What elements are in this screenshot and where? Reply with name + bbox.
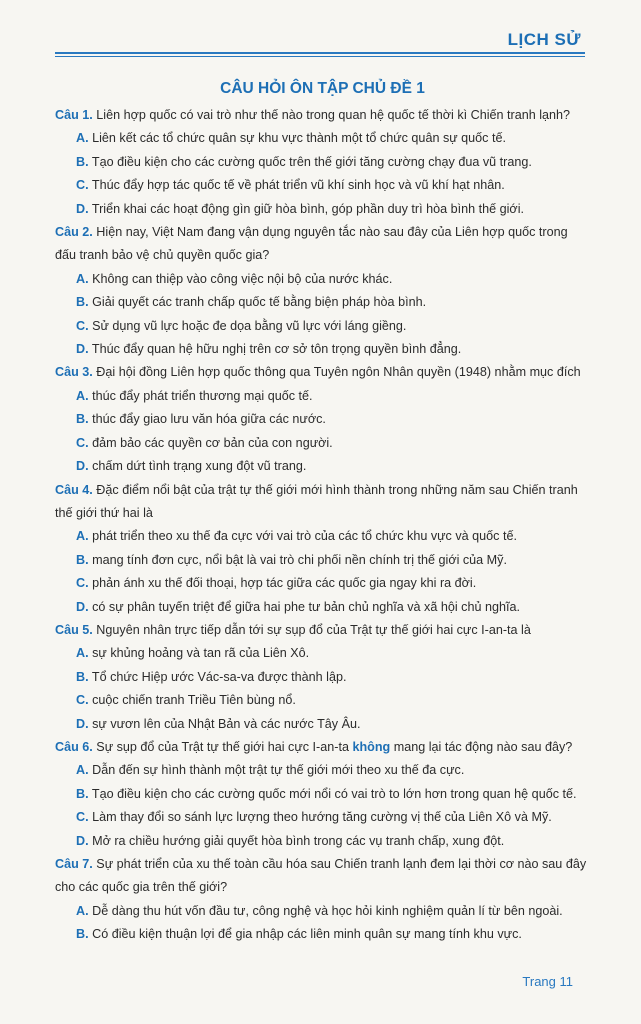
question-emphasis: không (352, 739, 391, 754)
question-text: Đại hội đồng Liên hợp quốc thông qua Tuyên ngôn Nhân quyền (1948) nhằm mục đích (96, 365, 581, 380)
option-letter: D. (76, 459, 89, 474)
option-text: thúc đẩy giao lưu văn hóa giữa các nước. (92, 412, 326, 427)
page-content (55, 80, 590, 947)
question-stem (55, 361, 590, 384)
answer-option (55, 642, 590, 665)
option-text: Không can thiệp vào công việc nội bộ của nước khác. (92, 271, 393, 286)
option-text: chấm dứt tình trạng xung đột vũ trang. (92, 459, 307, 474)
answer-option (55, 525, 590, 548)
answer-option (55, 291, 590, 314)
question-stem (55, 619, 590, 642)
question-text: Sự phát triển của xu thế toàn cầu hóa sau Chiến tranh lạnh đem lại thời cơ nào sau đây cho các quốc gia trên thế giới? (55, 857, 587, 895)
question-number: Câu 2. (55, 225, 93, 240)
option-letter: C. (76, 576, 89, 591)
option-letter: C. (76, 693, 89, 708)
page-number: Trang 11 (522, 974, 573, 989)
question-text: Nguyên nhân trực tiếp dẫn tới sự sụp đổ của Trật tự thế giới hai cực I-an-ta là (96, 622, 531, 637)
answer-option (55, 549, 590, 572)
question-text-end: mang lại tác động nào sau đây? (393, 739, 573, 754)
option-letter: A. (76, 646, 89, 661)
answer-option (55, 385, 590, 408)
option-text: Có điều kiện thuận lợi để gia nhập các liên minh quân sự mang tính khu vực. (92, 927, 522, 942)
question-number: Câu 4. (55, 482, 93, 497)
answer-option (55, 783, 590, 806)
option-letter: B. (76, 786, 89, 801)
question-stem (55, 736, 590, 759)
question-text: Đặc điểm nổi bật của trật tự thế giới mới hình thành trong những năm sau Chiến tranh thế giới thứ hai là (55, 482, 578, 520)
page-header (55, 28, 585, 58)
question-stem (55, 104, 590, 127)
question-stem (55, 221, 590, 268)
option-letter: B. (76, 295, 89, 310)
question-list (55, 104, 590, 947)
question-number: Câu 6. (55, 739, 93, 754)
option-letter: C. (76, 178, 89, 193)
answer-option (55, 151, 590, 174)
page-title: CÂU HỎI ÔN TẬP CHỦ ĐỀ 1 (220, 80, 425, 97)
option-letter: D. (76, 833, 89, 848)
answer-option (55, 900, 590, 923)
option-letter: A. (76, 131, 89, 146)
option-text: phản ánh xu thế đối thoại, hợp tác giữa các quốc gia ngay khi ra đời. (92, 576, 477, 591)
option-letter: D. (76, 599, 89, 614)
option-text: có sự phân tuyến triệt để giữa hai phe tư bản chủ nghĩa và xã hội chủ nghĩa. (92, 599, 520, 614)
answer-option (55, 830, 590, 853)
option-text: Sử dụng vũ lực hoặc đe dọa bằng vũ lực với láng giềng. (92, 318, 407, 333)
option-text: Giải quyết các tranh chấp quốc tế bằng biện pháp hòa bình. (92, 295, 427, 310)
option-letter: D. (76, 716, 89, 731)
option-letter: C. (76, 318, 89, 333)
option-letter: C. (76, 810, 89, 825)
question-stem (55, 853, 590, 900)
option-letter: D. (76, 342, 89, 357)
option-text: Tổ chức Hiệp ước Vác-sa-va được thành lập. (91, 669, 347, 684)
option-text: phát triển theo xu thế đa cực với vai trò của các tổ chức khu vực và quốc tế. (92, 529, 517, 544)
option-letter: A. (76, 529, 89, 544)
answer-option (55, 338, 590, 361)
option-text: Tạo điều kiện cho các cường quốc trên thế giới tăng cường chạy đua vũ trang. (91, 154, 532, 169)
answer-option (55, 408, 590, 431)
answer-option (55, 689, 590, 712)
option-text: Mở ra chiều hướng giải quyết hòa bình trong các vụ tranh chấp, xung đột. (92, 833, 505, 848)
answer-option (55, 596, 590, 619)
option-text: Tạo điều kiện cho các cường quốc mới nổi có vai trò to lớn hơn trong quan hệ quốc tế. (91, 786, 577, 801)
answer-option (55, 455, 590, 478)
option-text: sự vươn lên của Nhật Bản và các nước Tây Âu. (92, 716, 361, 731)
question-text: Liên hợp quốc có vai trò như thế nào trong quan hệ quốc tế thời kì Chiến tranh lạnh? (96, 108, 571, 122)
option-letter: D. (76, 201, 89, 216)
option-letter: A. (76, 271, 89, 286)
option-letter: B. (76, 412, 89, 427)
header-rule (55, 52, 585, 54)
answer-option (55, 174, 590, 197)
subject-title: LỊCH SỬ (507, 30, 581, 49)
answer-option (55, 127, 590, 150)
option-text: Thúc đẩy hợp tác quốc tế về phát triển vũ khí sinh học và vũ khí hạt nhân. (91, 178, 505, 193)
option-text: mang tính đơn cực, nổi bật là vai trò chi phối nền chính trị thế giới của Mỹ. (92, 552, 507, 567)
option-text: Liên kết các tổ chức quân sự khu vực thành một tổ chức quân sự quốc tế. (92, 131, 506, 146)
answer-option (55, 806, 590, 829)
option-letter: B. (76, 154, 89, 169)
answer-option (55, 268, 590, 291)
question-number: Câu 3. (55, 365, 93, 380)
option-text: Dễ dàng thu hút vốn đầu tư, công nghệ và học hỏi kinh nghiệm quản lí từ bên ngoài. (92, 903, 563, 918)
option-text: cuộc chiến tranh Triều Tiên bùng nổ. (92, 693, 296, 708)
option-letter: C. (76, 435, 89, 450)
option-letter: B. (76, 927, 89, 942)
answer-option (55, 713, 590, 736)
question-text: Hiện nay, Việt Nam đang vận dụng nguyên tắc nào sau đây của Liên hợp quốc trong đấu tranh bảo vệ chủ quyền quốc gia? (55, 225, 568, 263)
option-text: Thúc đẩy quan hệ hữu nghị trên cơ sở tôn trọng quyền bình đẳng. (91, 342, 462, 357)
option-text: Làm thay đổi so sánh lực lượng theo hướng tăng cường vị thế của Liên Xô và Mỹ. (92, 810, 552, 825)
question-text: Sự sụp đổ của Trật tự thế giới hai cực I-an-ta (96, 739, 349, 754)
option-text: Dẫn đến sự hình thành một trật tự thế giới mới theo xu thế đa cực. (92, 763, 465, 778)
option-text: đảm bảo các quyền cơ bản của con người. (92, 435, 333, 450)
answer-option (55, 923, 590, 946)
option-text: thúc đẩy phát triển thương mại quốc tế. (92, 388, 313, 403)
option-text: Triển khai các hoạt động gìn giữ hòa bình, góp phần duy trì hòa bình thế giới. (91, 201, 524, 216)
answer-option (55, 432, 590, 455)
question-stem (55, 479, 590, 526)
answer-option (55, 666, 590, 689)
question-number: Câu 7. (55, 857, 93, 871)
question-number: Câu 1. (55, 108, 93, 122)
option-text: sự khủng hoảng và tan rã của Liên Xô. (92, 646, 310, 661)
option-letter: A. (76, 388, 89, 403)
option-letter: A. (76, 903, 89, 918)
question-number: Câu 5. (55, 622, 93, 637)
option-letter: B. (76, 552, 89, 567)
header-rule-thin (55, 56, 585, 57)
answer-option (55, 198, 590, 221)
answer-option (55, 759, 590, 782)
option-letter: B. (76, 669, 89, 684)
answer-option (55, 572, 590, 595)
option-letter: A. (76, 763, 89, 778)
answer-option (55, 315, 590, 338)
